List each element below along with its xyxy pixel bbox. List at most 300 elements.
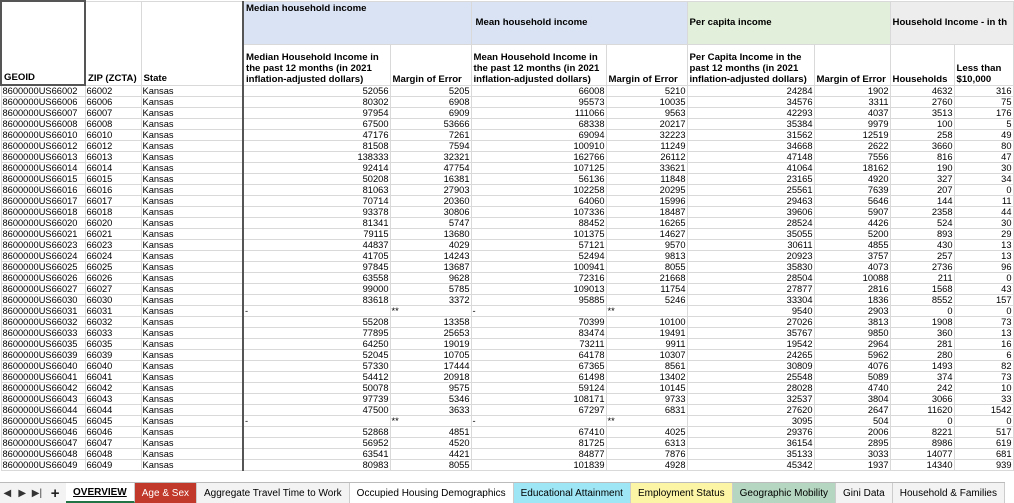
moe-mean-cell[interactable]: 10145	[606, 383, 687, 394]
moe-median-cell[interactable]: 6909	[390, 108, 471, 119]
header-moe-median[interactable]: Margin of Error	[390, 44, 471, 85]
mean-income-cell[interactable]: 109013	[471, 284, 606, 295]
zip-cell[interactable]: 66012	[85, 141, 141, 152]
header-median-income[interactable]: Median Household Income in the past 12 months (in 2021 inflation-adjusted dollars)	[243, 44, 390, 85]
zip-cell[interactable]: 66042	[85, 383, 141, 394]
moe-mean-cell[interactable]: 9911	[606, 339, 687, 350]
moe-median-cell[interactable]: 9628	[390, 273, 471, 284]
per-capita-cell[interactable]: 24265	[687, 350, 814, 361]
mean-income-cell[interactable]: 101375	[471, 229, 606, 240]
moe-median-cell[interactable]: 13687	[390, 262, 471, 273]
households-cell[interactable]: 207	[890, 185, 954, 196]
moe-per-capita-cell[interactable]: 4740	[814, 383, 890, 394]
group-household-income-brackets[interactable]: Household Income - in th	[890, 1, 1013, 44]
less-10k-cell[interactable]: 0	[954, 185, 1013, 196]
moe-median-cell[interactable]: 8055	[390, 460, 471, 471]
per-capita-cell[interactable]: 9540	[687, 306, 814, 317]
state-cell[interactable]: Kansas	[141, 284, 243, 295]
zip-cell[interactable]: 66047	[85, 438, 141, 449]
zip-cell[interactable]: 66027	[85, 284, 141, 295]
moe-per-capita-cell[interactable]: 9850	[814, 328, 890, 339]
geoid-cell[interactable]: 8600000US66023	[1, 240, 85, 251]
households-cell[interactable]: 14340	[890, 460, 954, 471]
state-cell[interactable]: Kansas	[141, 416, 243, 427]
less-10k-cell[interactable]: 316	[954, 85, 1013, 97]
zip-cell[interactable]: 66044	[85, 405, 141, 416]
moe-mean-cell[interactable]: 9733	[606, 394, 687, 405]
tab-last-icon[interactable]: ▶|	[31, 487, 43, 499]
households-cell[interactable]: 281	[890, 339, 954, 350]
sheet-tab-age-sex[interactable]: Age & Sex	[135, 483, 197, 503]
less-10k-cell[interactable]: 619	[954, 438, 1013, 449]
geoid-cell[interactable]: 8600000US66033	[1, 328, 85, 339]
mean-income-cell[interactable]: 57121	[471, 240, 606, 251]
geoid-cell[interactable]: 8600000US66043	[1, 394, 85, 405]
add-sheet-icon[interactable]: +	[50, 484, 60, 502]
per-capita-cell[interactable]: 19542	[687, 339, 814, 350]
less-10k-cell[interactable]: 176	[954, 108, 1013, 119]
median-income-cell[interactable]: 99000	[243, 284, 390, 295]
per-capita-cell[interactable]: 27026	[687, 317, 814, 328]
mean-income-cell[interactable]: 61498	[471, 372, 606, 383]
zip-cell[interactable]: 66017	[85, 196, 141, 207]
moe-per-capita-cell[interactable]: 2647	[814, 405, 890, 416]
mean-income-cell[interactable]: 100941	[471, 262, 606, 273]
moe-mean-cell[interactable]: 20295	[606, 185, 687, 196]
state-cell[interactable]: Kansas	[141, 240, 243, 251]
moe-median-cell[interactable]: 47754	[390, 163, 471, 174]
households-cell[interactable]: 0	[890, 416, 954, 427]
header-households[interactable]: Households	[890, 44, 954, 85]
header-mean-income[interactable]: Mean Household Income in the past 12 months (in 2021 inflation-adjusted dollars)	[471, 44, 606, 85]
moe-per-capita-cell[interactable]: 2006	[814, 427, 890, 438]
moe-per-capita-cell[interactable]: 2964	[814, 339, 890, 350]
geoid-cell[interactable]: 8600000US66020	[1, 218, 85, 229]
mean-income-cell[interactable]: 66008	[471, 85, 606, 97]
moe-median-cell[interactable]: 13680	[390, 229, 471, 240]
households-cell[interactable]: 3513	[890, 108, 954, 119]
geoid-cell[interactable]: 8600000US66027	[1, 284, 85, 295]
less-10k-cell[interactable]: 73	[954, 372, 1013, 383]
geoid-cell[interactable]: 8600000US66039	[1, 350, 85, 361]
zip-cell[interactable]: 66025	[85, 262, 141, 273]
moe-per-capita-cell[interactable]: 5646	[814, 196, 890, 207]
state-cell[interactable]: Kansas	[141, 273, 243, 284]
moe-per-capita-cell[interactable]: 5089	[814, 372, 890, 383]
less-10k-cell[interactable]: 0	[954, 273, 1013, 284]
geoid-cell[interactable]: 8600000US66035	[1, 339, 85, 350]
median-income-cell[interactable]: 64250	[243, 339, 390, 350]
zip-cell[interactable]: 66039	[85, 350, 141, 361]
median-income-cell[interactable]: 63541	[243, 449, 390, 460]
median-income-cell[interactable]: 67500	[243, 119, 390, 130]
less-10k-cell[interactable]: 29	[954, 229, 1013, 240]
less-10k-cell[interactable]: 13	[954, 328, 1013, 339]
per-capita-cell[interactable]: 47148	[687, 152, 814, 163]
moe-mean-cell[interactable]: 10307	[606, 350, 687, 361]
per-capita-cell[interactable]: 25548	[687, 372, 814, 383]
state-cell[interactable]: Kansas	[141, 97, 243, 108]
zip-cell[interactable]: 66026	[85, 273, 141, 284]
per-capita-cell[interactable]: 32537	[687, 394, 814, 405]
median-income-cell[interactable]: 54412	[243, 372, 390, 383]
households-cell[interactable]: 893	[890, 229, 954, 240]
moe-mean-cell[interactable]: 4928	[606, 460, 687, 471]
mean-income-cell[interactable]: 83474	[471, 328, 606, 339]
moe-mean-cell[interactable]: 33621	[606, 163, 687, 174]
moe-mean-cell[interactable]: 5246	[606, 295, 687, 306]
header-moe-mean[interactable]: Margin of Error	[606, 44, 687, 85]
header-moe-per-capita[interactable]: Margin of Error	[814, 44, 890, 85]
households-cell[interactable]: 2760	[890, 97, 954, 108]
median-income-cell[interactable]: 47500	[243, 405, 390, 416]
moe-per-capita-cell[interactable]: 3311	[814, 97, 890, 108]
zip-cell[interactable]: 66020	[85, 218, 141, 229]
moe-mean-cell[interactable]: 13402	[606, 372, 687, 383]
less-10k-cell[interactable]: 681	[954, 449, 1013, 460]
moe-per-capita-cell[interactable]: 1937	[814, 460, 890, 471]
moe-mean-cell[interactable]: 11848	[606, 174, 687, 185]
zip-cell[interactable]: 66024	[85, 251, 141, 262]
households-cell[interactable]: 524	[890, 218, 954, 229]
state-cell[interactable]: Kansas	[141, 218, 243, 229]
median-income-cell[interactable]: 50208	[243, 174, 390, 185]
mean-income-cell[interactable]: 70399	[471, 317, 606, 328]
state-cell[interactable]: Kansas	[141, 196, 243, 207]
moe-per-capita-cell[interactable]: 3804	[814, 394, 890, 405]
moe-median-cell[interactable]: 4029	[390, 240, 471, 251]
moe-per-capita-cell[interactable]: 4920	[814, 174, 890, 185]
moe-median-cell[interactable]: 16381	[390, 174, 471, 185]
geoid-cell[interactable]: 8600000US66024	[1, 251, 85, 262]
median-income-cell[interactable]: 81063	[243, 185, 390, 196]
geoid-cell[interactable]: 8600000US66025	[1, 262, 85, 273]
median-income-cell[interactable]: 80302	[243, 97, 390, 108]
geoid-cell[interactable]: 8600000US66015	[1, 174, 85, 185]
median-income-cell[interactable]: 138333	[243, 152, 390, 163]
zip-cell[interactable]: 66007	[85, 108, 141, 119]
per-capita-cell[interactable]: 24284	[687, 85, 814, 97]
per-capita-cell[interactable]: 41064	[687, 163, 814, 174]
per-capita-cell[interactable]: 35830	[687, 262, 814, 273]
moe-per-capita-cell[interactable]: 3813	[814, 317, 890, 328]
households-cell[interactable]: 374	[890, 372, 954, 383]
median-income-cell[interactable]: 52056	[243, 85, 390, 97]
median-income-cell[interactable]: 52868	[243, 427, 390, 438]
mean-income-cell[interactable]: 67410	[471, 427, 606, 438]
geoid-cell[interactable]: 8600000US66013	[1, 152, 85, 163]
zip-cell[interactable]: 66043	[85, 394, 141, 405]
geoid-cell[interactable]: 8600000US66017	[1, 196, 85, 207]
less-10k-cell[interactable]: 5	[954, 119, 1013, 130]
moe-per-capita-cell[interactable]: 2903	[814, 306, 890, 317]
geoid-cell[interactable]: 8600000US66045	[1, 416, 85, 427]
median-income-cell[interactable]: -	[243, 416, 390, 427]
moe-median-cell[interactable]: 7594	[390, 141, 471, 152]
per-capita-cell[interactable]: 33304	[687, 295, 814, 306]
less-10k-cell[interactable]: 10	[954, 383, 1013, 394]
median-income-cell[interactable]: 83618	[243, 295, 390, 306]
sheet-tab-household-families[interactable]: Household & Families	[893, 483, 1005, 503]
moe-per-capita-cell[interactable]: 7639	[814, 185, 890, 196]
median-income-cell[interactable]: -	[243, 306, 390, 317]
per-capita-cell[interactable]: 42293	[687, 108, 814, 119]
households-cell[interactable]: 4632	[890, 85, 954, 97]
median-income-cell[interactable]: 52045	[243, 350, 390, 361]
moe-per-capita-cell[interactable]: 1836	[814, 295, 890, 306]
mean-income-cell[interactable]: 67365	[471, 361, 606, 372]
moe-median-cell[interactable]: 5747	[390, 218, 471, 229]
households-cell[interactable]: 258	[890, 130, 954, 141]
zip-cell[interactable]: 66015	[85, 174, 141, 185]
moe-mean-cell[interactable]: 10035	[606, 97, 687, 108]
less-10k-cell[interactable]: 157	[954, 295, 1013, 306]
households-cell[interactable]: 2736	[890, 262, 954, 273]
state-cell[interactable]: Kansas	[141, 394, 243, 405]
moe-mean-cell[interactable]: 11754	[606, 284, 687, 295]
moe-mean-cell[interactable]: 19491	[606, 328, 687, 339]
mean-income-cell[interactable]: 59124	[471, 383, 606, 394]
moe-median-cell[interactable]: 4421	[390, 449, 471, 460]
mean-income-cell[interactable]: 73211	[471, 339, 606, 350]
less-10k-cell[interactable]: 34	[954, 174, 1013, 185]
mean-income-cell[interactable]: 72316	[471, 273, 606, 284]
households-cell[interactable]: 211	[890, 273, 954, 284]
moe-per-capita-cell[interactable]: 2622	[814, 141, 890, 152]
geoid-cell[interactable]: 8600000US66006	[1, 97, 85, 108]
moe-median-cell[interactable]: **	[390, 416, 471, 427]
less-10k-cell[interactable]: 6	[954, 350, 1013, 361]
per-capita-cell[interactable]: 35767	[687, 328, 814, 339]
per-capita-cell[interactable]: 36154	[687, 438, 814, 449]
mean-income-cell[interactable]: 68338	[471, 119, 606, 130]
moe-mean-cell[interactable]: 4025	[606, 427, 687, 438]
median-income-cell[interactable]: 92414	[243, 163, 390, 174]
moe-mean-cell[interactable]: 15996	[606, 196, 687, 207]
state-cell[interactable]: Kansas	[141, 372, 243, 383]
mean-income-cell[interactable]: 101839	[471, 460, 606, 471]
moe-mean-cell[interactable]: 14627	[606, 229, 687, 240]
moe-median-cell[interactable]: 13358	[390, 317, 471, 328]
moe-per-capita-cell[interactable]: 7556	[814, 152, 890, 163]
moe-mean-cell[interactable]: 7876	[606, 449, 687, 460]
geoid-cell[interactable]: 8600000US66012	[1, 141, 85, 152]
mean-income-cell[interactable]: 56136	[471, 174, 606, 185]
moe-per-capita-cell[interactable]: 5962	[814, 350, 890, 361]
mean-income-cell[interactable]: 108171	[471, 394, 606, 405]
zip-cell[interactable]: 66023	[85, 240, 141, 251]
median-income-cell[interactable]: 97739	[243, 394, 390, 405]
per-capita-cell[interactable]: 27877	[687, 284, 814, 295]
mean-income-cell[interactable]: 107336	[471, 207, 606, 218]
zip-cell[interactable]: 66045	[85, 416, 141, 427]
less-10k-cell[interactable]: 13	[954, 240, 1013, 251]
tab-prev-icon[interactable]: ◀	[3, 487, 12, 499]
zip-cell[interactable]: 66033	[85, 328, 141, 339]
geoid-cell[interactable]: 8600000US66031	[1, 306, 85, 317]
zip-cell[interactable]: 66002	[85, 85, 141, 97]
mean-income-cell[interactable]: 162766	[471, 152, 606, 163]
per-capita-cell[interactable]: 20923	[687, 251, 814, 262]
moe-median-cell[interactable]: 53666	[390, 119, 471, 130]
state-cell[interactable]: Kansas	[141, 317, 243, 328]
header-geoid[interactable]: GEOID	[1, 1, 85, 85]
geoid-cell[interactable]: 8600000US66044	[1, 405, 85, 416]
less-10k-cell[interactable]: 80	[954, 141, 1013, 152]
geoid-cell[interactable]: 8600000US66010	[1, 130, 85, 141]
state-cell[interactable]: Kansas	[141, 350, 243, 361]
median-income-cell[interactable]: 77895	[243, 328, 390, 339]
mean-income-cell[interactable]: 69094	[471, 130, 606, 141]
mean-income-cell[interactable]: 95573	[471, 97, 606, 108]
state-cell[interactable]: Kansas	[141, 85, 243, 97]
less-10k-cell[interactable]: 49	[954, 130, 1013, 141]
households-cell[interactable]: 327	[890, 174, 954, 185]
median-income-cell[interactable]: 97954	[243, 108, 390, 119]
mean-income-cell[interactable]: 84877	[471, 449, 606, 460]
state-cell[interactable]: Kansas	[141, 229, 243, 240]
group-per-capita-income[interactable]: Per capita income	[687, 1, 890, 44]
moe-median-cell[interactable]: 20360	[390, 196, 471, 207]
moe-mean-cell[interactable]: **	[606, 416, 687, 427]
median-income-cell[interactable]: 44837	[243, 240, 390, 251]
state-cell[interactable]: Kansas	[141, 295, 243, 306]
per-capita-cell[interactable]: 34576	[687, 97, 814, 108]
zip-cell[interactable]: 66049	[85, 460, 141, 471]
per-capita-cell[interactable]: 23165	[687, 174, 814, 185]
geoid-cell[interactable]: 8600000US66021	[1, 229, 85, 240]
group-mean-income[interactable]: Mean household income	[471, 1, 687, 44]
per-capita-cell[interactable]: 45342	[687, 460, 814, 471]
moe-median-cell[interactable]: 32321	[390, 152, 471, 163]
geoid-cell[interactable]: 8600000US66047	[1, 438, 85, 449]
state-cell[interactable]: Kansas	[141, 108, 243, 119]
households-cell[interactable]: 8986	[890, 438, 954, 449]
geoid-cell[interactable]: 8600000US66016	[1, 185, 85, 196]
moe-median-cell[interactable]: 9575	[390, 383, 471, 394]
households-cell[interactable]: 360	[890, 328, 954, 339]
moe-median-cell[interactable]: 5205	[390, 85, 471, 97]
per-capita-cell[interactable]: 28504	[687, 273, 814, 284]
moe-mean-cell[interactable]: 10100	[606, 317, 687, 328]
households-cell[interactable]: 1908	[890, 317, 954, 328]
zip-cell[interactable]: 66041	[85, 372, 141, 383]
per-capita-cell[interactable]: 28028	[687, 383, 814, 394]
less-10k-cell[interactable]: 30	[954, 218, 1013, 229]
sheet-tab-overview[interactable]: OVERVIEW	[66, 483, 135, 503]
households-cell[interactable]: 100	[890, 119, 954, 130]
moe-median-cell[interactable]: 25653	[390, 328, 471, 339]
state-cell[interactable]: Kansas	[141, 361, 243, 372]
geoid-cell[interactable]: 8600000US66041	[1, 372, 85, 383]
moe-mean-cell[interactable]: 6831	[606, 405, 687, 416]
per-capita-cell[interactable]: 34668	[687, 141, 814, 152]
zip-cell[interactable]: 66008	[85, 119, 141, 130]
moe-median-cell[interactable]: 4520	[390, 438, 471, 449]
households-cell[interactable]: 430	[890, 240, 954, 251]
moe-mean-cell[interactable]: 21668	[606, 273, 687, 284]
sheet-tab-geographic-mobility[interactable]: Geographic Mobility	[733, 483, 836, 503]
state-cell[interactable]: Kansas	[141, 185, 243, 196]
moe-per-capita-cell[interactable]: 18162	[814, 163, 890, 174]
median-income-cell[interactable]: 50078	[243, 383, 390, 394]
moe-mean-cell[interactable]: 26112	[606, 152, 687, 163]
moe-median-cell[interactable]: 6908	[390, 97, 471, 108]
median-income-cell[interactable]: 41705	[243, 251, 390, 262]
zip-cell[interactable]: 66046	[85, 427, 141, 438]
moe-per-capita-cell[interactable]: 2816	[814, 284, 890, 295]
households-cell[interactable]: 2358	[890, 207, 954, 218]
mean-income-cell[interactable]: 64178	[471, 350, 606, 361]
geoid-cell[interactable]: 8600000US66014	[1, 163, 85, 174]
moe-per-capita-cell[interactable]: 4073	[814, 262, 890, 273]
state-cell[interactable]: Kansas	[141, 449, 243, 460]
state-cell[interactable]: Kansas	[141, 262, 243, 273]
state-cell[interactable]: Kansas	[141, 207, 243, 218]
tab-next-icon[interactable]: ▶	[18, 487, 27, 499]
moe-mean-cell[interactable]: 11249	[606, 141, 687, 152]
moe-median-cell[interactable]: 10705	[390, 350, 471, 361]
zip-cell[interactable]: 66021	[85, 229, 141, 240]
mean-income-cell[interactable]: 95885	[471, 295, 606, 306]
per-capita-cell[interactable]: 35384	[687, 119, 814, 130]
moe-mean-cell[interactable]: **	[606, 306, 687, 317]
zip-cell[interactable]: 66048	[85, 449, 141, 460]
households-cell[interactable]: 816	[890, 152, 954, 163]
state-cell[interactable]: Kansas	[141, 152, 243, 163]
state-cell[interactable]: Kansas	[141, 174, 243, 185]
zip-cell[interactable]: 66014	[85, 163, 141, 174]
zip-cell[interactable]: 66040	[85, 361, 141, 372]
per-capita-cell[interactable]: 29463	[687, 196, 814, 207]
less-10k-cell[interactable]: 30	[954, 163, 1013, 174]
geoid-cell[interactable]: 8600000US66046	[1, 427, 85, 438]
moe-per-capita-cell[interactable]: 10088	[814, 273, 890, 284]
moe-per-capita-cell[interactable]: 1902	[814, 85, 890, 97]
households-cell[interactable]: 3066	[890, 394, 954, 405]
less-10k-cell[interactable]: 44	[954, 207, 1013, 218]
moe-per-capita-cell[interactable]: 4076	[814, 361, 890, 372]
zip-cell[interactable]: 66010	[85, 130, 141, 141]
less-10k-cell[interactable]: 0	[954, 306, 1013, 317]
households-cell[interactable]: 8221	[890, 427, 954, 438]
less-10k-cell[interactable]: 33	[954, 394, 1013, 405]
state-cell[interactable]: Kansas	[141, 460, 243, 471]
geoid-cell[interactable]: 8600000US66030	[1, 295, 85, 306]
mean-income-cell[interactable]: 81725	[471, 438, 606, 449]
median-income-cell[interactable]: 80983	[243, 460, 390, 471]
state-cell[interactable]: Kansas	[141, 427, 243, 438]
mean-income-cell[interactable]: 67297	[471, 405, 606, 416]
geoid-cell[interactable]: 8600000US66049	[1, 460, 85, 471]
median-income-cell[interactable]: 97845	[243, 262, 390, 273]
households-cell[interactable]: 1493	[890, 361, 954, 372]
moe-median-cell[interactable]: 17444	[390, 361, 471, 372]
per-capita-cell[interactable]: 25561	[687, 185, 814, 196]
zip-cell[interactable]: 66035	[85, 339, 141, 350]
moe-median-cell[interactable]: 27903	[390, 185, 471, 196]
mean-income-cell[interactable]: 102258	[471, 185, 606, 196]
mean-income-cell[interactable]: 107125	[471, 163, 606, 174]
median-income-cell[interactable]: 55208	[243, 317, 390, 328]
geoid-cell[interactable]: 8600000US66040	[1, 361, 85, 372]
zip-cell[interactable]: 66032	[85, 317, 141, 328]
moe-mean-cell[interactable]: 20217	[606, 119, 687, 130]
median-income-cell[interactable]: 47176	[243, 130, 390, 141]
households-cell[interactable]: 1568	[890, 284, 954, 295]
geoid-cell[interactable]: 8600000US66018	[1, 207, 85, 218]
per-capita-cell[interactable]: 28524	[687, 218, 814, 229]
